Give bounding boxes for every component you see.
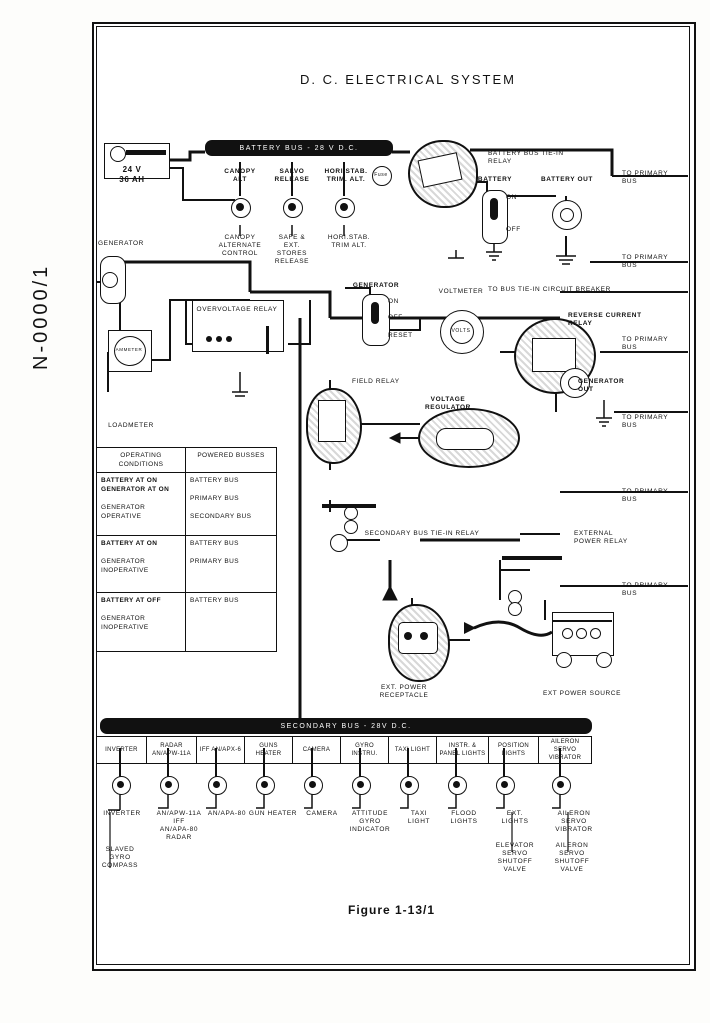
field-relay-core [318,400,346,442]
drawing-number: N-0000/1 [30,263,52,370]
page-title: D. C. ELECTRICAL SYSTEM [300,72,516,87]
bus-header-camera: CAMERA [292,736,340,764]
load-aileron-servo-shutoff: AILERON SERVO SHUTOFF VALVE [554,842,590,873]
overvoltage-coil-3 [226,336,232,342]
load-elevator-servo-shutoff: ELEVATOR SERVO SHUTOFF VALVE [495,842,535,873]
bus-header-taxi-light: TAXI LIGHT [388,736,436,764]
row1-cond-a: BATTERY AT ON [101,477,158,484]
ext-power-receptacle-label: EXT. POWER RECEPTACLE [379,684,429,699]
bus-header-inverter: INVERTER [96,736,146,764]
bus-header-gyro: GYRO INSTRU. [340,736,388,764]
table-header-conditions: OPERATING CONDITIONS [97,448,186,473]
cb-iff-center [213,781,220,788]
secondary-bus-breaker-headers [96,736,592,764]
table-row-1-buses [186,473,277,536]
load-iff: AN/APA-80 [207,810,247,817]
bus-header-position-lights: POSITION LIGHTS [488,736,538,764]
voltage-regulator-core [436,428,494,450]
cb-radar-center [165,781,172,788]
cb-camera-center [309,781,316,788]
switch-hori-stab-label: HORI.STAB. TRIM. ALT. [324,168,368,183]
generator-shaft [102,272,118,288]
overvoltage-coil [206,336,212,342]
voltmeter-label: VOLTMETER [438,288,484,295]
ext-power-source-top [552,620,612,622]
load-slaved-gyro-compass: SLAVED GYRO COMPASS [101,846,139,869]
to-primary-bus-4: TO PRIMARY BUS [622,414,669,429]
load-flood-lights: FLOOD LIGHTS [450,810,478,825]
generator-label: GENERATOR [98,240,144,247]
to-primary-bus-5: TO PRIMARY BUS [622,488,669,503]
table-row-2-buses [186,536,277,593]
load-radar: AN/APW-11A IFF AN/APA-80 RADAR [156,810,202,841]
bus-header-aileron-servo: AILERON SERVO VIBRATOR [538,736,592,764]
row2-cond-a: BATTERY AT ON [101,540,158,547]
cb-position-lights-center [501,781,508,788]
battery-switch-lever [490,198,498,220]
table-row-3-conditions [97,593,186,652]
load-camera: CAMERA [306,810,338,817]
load-gyro-indicator: ATTITUDE GYRO INDICATOR [349,810,391,833]
row1-cond-b: GENERATOR AT ON [101,486,170,493]
figure-caption: Figure 1-13/1 [348,903,436,917]
bus-header-instr-panel: INSTR. & PANEL LIGHTS [436,736,488,764]
ext-power-source-gauge-2 [576,628,587,639]
ext-power-pin-1 [404,632,412,640]
row2-bus-2: PRIMARY BUS [190,558,239,565]
cb-guns-heater-center [261,781,268,788]
load-ext-lights: EXT. LIGHTS [501,810,529,825]
cb-instr-panel-lights-center [453,781,460,788]
secondary-tie-terminal [330,534,348,552]
table-row-3-buses [186,593,277,652]
external-power-relay-label: EXTERNAL POWER RELAY [574,530,628,545]
to-primary-bus-1: TO PRIMARY BUS [622,170,669,185]
voltage-regulator-label: VOLTAGE REGULATOR [425,396,471,411]
row1-bus-1: BATTERY BUS [190,477,239,484]
ext-power-source-label: EXT POWER SOURCE [542,690,622,697]
generator-switch-reset: RESET [388,332,413,339]
bus-header-radar: RADAR AN/APW-11A [146,736,196,764]
load-gun-heater: GUN HEATER [248,810,298,817]
bus-header-iff: IFF AN/APX-6 [196,736,244,764]
cb-aileron-servo-center [557,781,564,788]
to-primary-bus-2: TO PRIMARY BUS [622,254,669,269]
external-power-contact-2 [508,602,522,616]
generator-switch-label: GENERATOR [352,282,400,289]
generator-out-label: GENERATOR OUT [578,378,625,393]
row3-cond-a: BATTERY AT OFF [101,597,162,604]
external-power-bar [502,556,562,560]
ext-power-source-gauge-3 [590,628,601,639]
overvoltage-contact [266,326,269,354]
ext-power-source-wheel-1 [556,652,572,668]
row1-bus-2: PRIMARY BUS [190,495,239,502]
voltmeter-dial-text: VOLTS [451,328,471,334]
table-row-2-conditions [97,536,186,593]
switch-canopy-alt-label: CANOPY ALT [224,168,256,183]
row2-cond-c: GENERATOR INOPERATIVE [101,558,149,574]
field-relay-label: FIELD RELAY [352,378,400,385]
overvoltage-relay-label: OVERVOLTAGE RELAY [196,306,278,313]
to-primary-bus-6: TO PRIMARY BUS [622,582,669,597]
row1-bus-3: SECONDARY BUS [190,513,252,520]
switch-salvo-release-label: SALVO RELEASE [274,168,310,183]
secondary-bus-bar: SECONDARY BUS - 28V D.C. [100,718,592,734]
reverse-current-relay-core [532,338,576,372]
table-header-buses: POWERED BUSSES [186,448,277,473]
ext-power-source-gauge-1 [562,628,573,639]
battery-out-label: BATTERY OUT [541,176,593,183]
load-hori-stab-trim: HORI.STAB. TRIM ALT. [327,234,371,249]
battery-switch-on: ON [506,194,517,201]
battery-out-inner [560,208,574,222]
battery-bus-bar: BATTERY BUS - 28 V D.C. [205,140,393,156]
cb-canopy-alt-center [236,203,244,211]
bus-header-guns-heater: GUNS HEATER [244,736,292,764]
load-stores-release: SAFE & EXT. STORES RELEASE [274,234,310,265]
cb-gyro-center [357,781,364,788]
battery-amp-hours: 36 AH [119,175,145,184]
generator-switch-lever [371,302,379,324]
load-canopy-alternate-control: CANOPY ALTERNATE CONTROL [218,234,262,257]
to-bus-tie-cb: TO BUS TIE-IN CIRCUIT BREAKER [488,286,611,293]
generator-switch-on: ON [388,298,399,305]
battery-switch-label: BATTERY [477,176,513,183]
cb-taxi-light-center [405,781,412,788]
battery-terminal-left [110,146,126,162]
reverse-current-relay-label: REVERSE CURRENT RELAY [568,312,642,327]
row3-bus-1: BATTERY BUS [190,597,239,604]
operating-conditions-table [96,447,277,652]
table-row-1-conditions [97,473,186,536]
battery-bus-tie-relay-label: BATTERY BUS TIE-IN RELAY [488,150,564,165]
battery-top-bar [126,150,166,155]
ext-power-pin-2 [420,632,428,640]
loadmeter-dial-text: AMMETER [115,347,143,352]
load-taxi-light: TAXI LIGHT [407,810,431,825]
ext-power-source-wheel-2 [596,652,612,668]
loadmeter-label: LOADMETER [108,422,154,429]
secondary-tie-contact-1 [344,506,358,520]
overvoltage-coil-2 [216,336,222,342]
cb-inverter-center [117,781,124,788]
cb-salvo-release-center [288,203,296,211]
row3-cond-c: GENERATOR INOPERATIVE [101,615,149,631]
battery-volts: 24 V [122,165,142,174]
load-aileron-servo-vibrator: AILERON SERVO VIBRATOR [555,810,593,833]
fuse-label: Fuse [374,172,388,178]
secondary-tie-contact-2 [344,520,358,534]
secondary-bus-tie-relay-label: SECONDARY BUS TIE-IN RELAY [364,530,480,537]
to-primary-bus-3: TO PRIMARY BUS [622,336,669,351]
generator-switch-off: OFF [388,314,403,321]
battery-switch-off: OFF [506,226,521,233]
row2-bus-1: BATTERY BUS [190,540,239,547]
row1-cond-c: GENERATOR OPERATIVE [101,504,146,520]
secondary-tie-bar [322,504,376,508]
cb-hori-stab-center [340,203,348,211]
load-inverter: INVERTER [103,810,141,817]
